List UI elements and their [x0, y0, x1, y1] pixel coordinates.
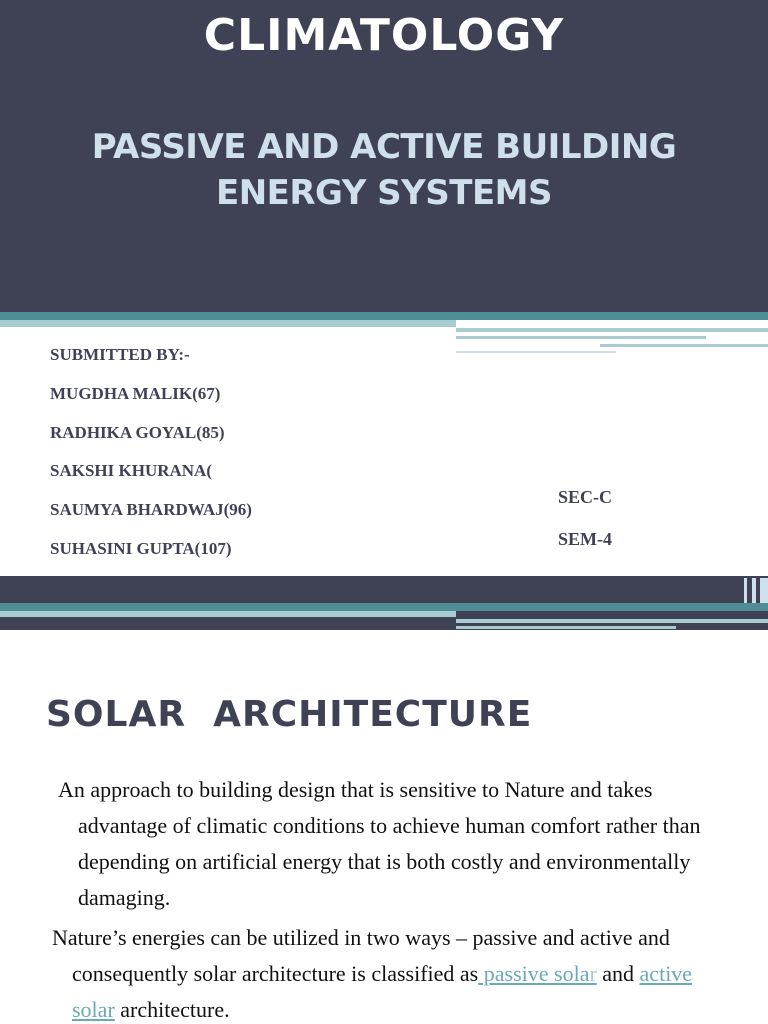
decor-stripe — [0, 320, 456, 327]
decor-stripe — [0, 603, 768, 611]
passive-solar-link-text[interactable]: passive sola — [478, 961, 590, 986]
decor-stripe — [456, 619, 768, 623]
content-slide — [0, 630, 768, 1024]
paragraph-text: architecture. — [114, 997, 230, 1022]
paragraph-definition — [58, 772, 738, 916]
decor-stripe — [0, 312, 768, 320]
decor-stripe — [456, 328, 768, 332]
section-info — [558, 482, 612, 566]
paragraph-line: Nature’s energies can be utilized in two ways – passive and active and — [52, 925, 670, 950]
paragraph-continuation — [52, 956, 732, 1024]
section-label: SEC-C — [558, 487, 613, 507]
slide-subtitle: PASSIVE AND ACTIVE BUILDING ENERGY SYSTEMS — [91, 127, 677, 213]
paragraph-text: and — [596, 961, 640, 986]
paragraph-continuation: advantage of climatic conditions to achieve human comfort rather than depending on artificial energy that is both costly and environmentally damaging. — [78, 813, 701, 910]
member-list — [50, 340, 252, 573]
decor-stripe — [600, 344, 768, 347]
semester-label: SEM-4 — [558, 529, 612, 549]
section-heading: SOLAR ARCHITECTURE — [46, 694, 533, 735]
member-item: SUHASINI GUPTA(107) — [50, 538, 232, 558]
active-solar-link[interactable]: active solar — [72, 961, 693, 1022]
member-item: SAKSHI KHURANA( — [50, 461, 212, 481]
paragraph-classification — [52, 920, 732, 1024]
submitted-by-label: SUBMITTED BY:- — [50, 345, 190, 364]
decor-stripe — [456, 626, 676, 629]
paragraph-text: consequently solar architecture is classified as — [72, 961, 479, 986]
passive-solar-link-tail[interactable]: r — [589, 961, 597, 986]
decor-stripe — [0, 611, 456, 617]
passive-solar-link[interactable] — [478, 961, 597, 986]
title-header-band — [0, 0, 768, 312]
member-item: RADHIKA GOYAL(85) — [50, 422, 225, 442]
decor-stripe — [456, 351, 616, 353]
paragraph-line: An approach to building design that is sensitive to Nature and takes — [58, 777, 653, 802]
slide-title: CLIMATOLOGY — [203, 10, 565, 61]
member-item: SAUMYA BHARDWAJ(96) — [50, 500, 252, 520]
member-item: MUGDHA MALIK(67) — [50, 383, 221, 403]
decor-stripe — [456, 336, 706, 339]
